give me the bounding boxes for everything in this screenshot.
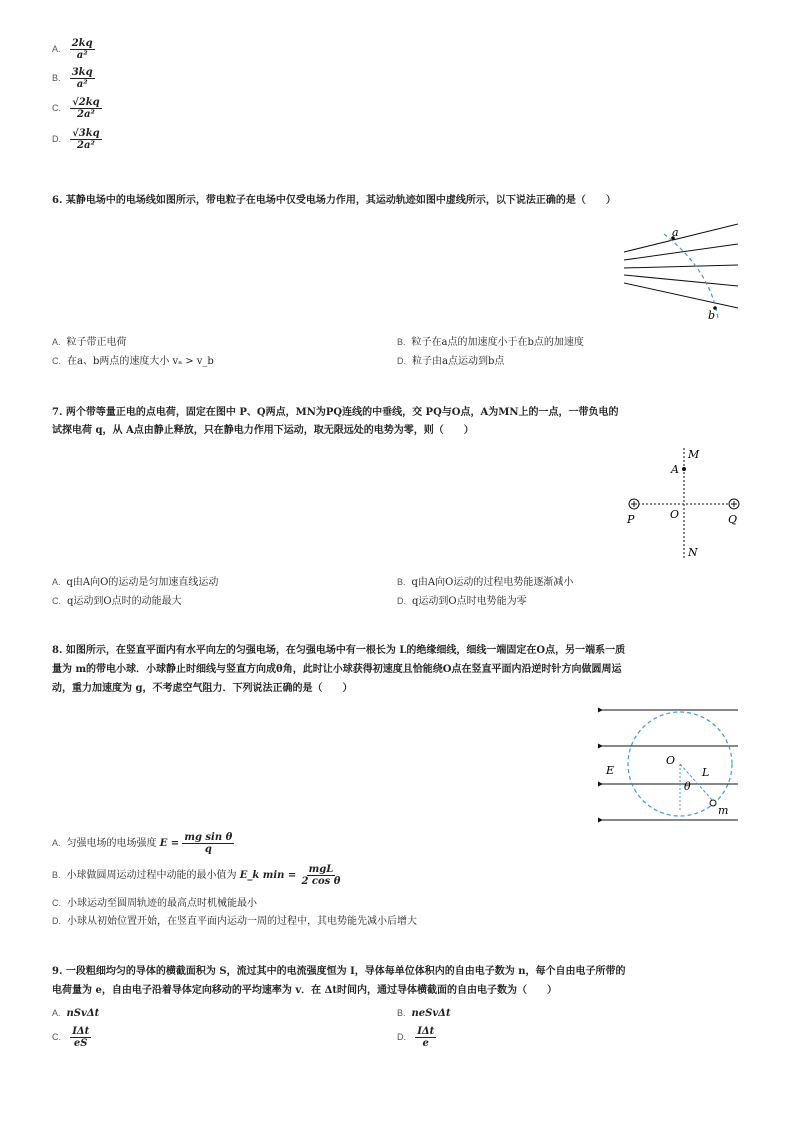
q9-option-c[interactable]: C. $\frac{\text{IΔt}}{eS}$	[52, 1026, 90, 1049]
q8-option-a[interactable]: A. 匀强电场的电场强度 E = $\frac{\text{mg sin θ}}{q}$	[52, 832, 233, 855]
option-label: B.	[52, 73, 61, 83]
q6-option-d[interactable]: D. 粒子由a点运动到b点	[397, 356, 505, 367]
label-m: m	[718, 804, 729, 817]
q6-field-diagram	[620, 220, 744, 324]
q8-option-d[interactable]: D. 小球从初始位置开始，在竖直平面内运动一周的过程中，其电势能先减小后增大	[52, 916, 417, 927]
q9-stem-line2: 电荷量为 e，自由电子沿着导体定向移动的平均速率为 v．在 Δt时间内，通过导体横截面的自由电子数为（ ）	[52, 985, 557, 996]
option-label: A.	[52, 44, 61, 54]
label-q: Q	[728, 513, 738, 526]
q5-option-c[interactable]	[52, 97, 102, 120]
q9-option-a[interactable]: A. nSvΔt	[52, 1008, 100, 1019]
q7-charges-diagram	[620, 444, 744, 564]
option-label: C.	[52, 103, 61, 113]
label-p: P	[627, 513, 635, 526]
q7-option-c[interactable]: C. q运动到O点时的动能最大	[52, 596, 182, 607]
q9-stem-line1: 9. 一段粗细均匀的导体的横截面积为 S，流过其中的电流强度恒为 I，导体每单位体积内的自由电子数为 n，每个自由电子所带的	[52, 966, 626, 977]
fraction: $\frac{2kq}{\text{a²}}$	[71, 38, 93, 61]
q6-option-c[interactable]: C. 在a、b两点的速度大小 vₐ > v_b	[52, 356, 214, 367]
q9-option-d[interactable]: D. $\frac{\text{IΔt}}{e}$	[397, 1026, 435, 1049]
q6-option-b[interactable]: B. 粒子在a点的加速度小于在b点的加速度	[397, 337, 584, 348]
q8-option-c[interactable]: C. 小球运动至圆周轨迹的最高点时机械能最小	[52, 898, 257, 909]
q6-stem: 6. 某静电场中的电场线如图所示，带电粒子在电场中仅受电场力作用，其运动轨迹如图中虚线所示，以下说法正确的是（ ）	[52, 195, 616, 206]
option-label: D.	[52, 134, 61, 144]
q5-option-d[interactable]	[52, 128, 102, 151]
label-o: O	[670, 508, 680, 521]
label-o: O	[666, 754, 676, 767]
fraction: $\frac{\text{IΔt}}{e}$	[417, 1026, 435, 1049]
q9-option-b[interactable]: B. neSvΔt	[397, 1008, 451, 1019]
label-l: L	[702, 766, 710, 779]
q7-option-a[interactable]: A. q由A向O的运动是匀加速直线运动	[52, 577, 219, 588]
fraction: $\frac{√3kq}{\text{2a²}}$	[72, 128, 100, 151]
q7-stem-line1: 7. 两个带等量正电的点电荷，固定在图中 P、Q两点，MN为PQ连线的中垂线，交 PQ与O点，A为MN上的一点，一带负电的	[52, 407, 619, 418]
q7-option-d[interactable]: D. q运动到O点时电势能为零	[397, 596, 527, 607]
q7-option-b[interactable]: B. q由A向O运动的过程电势能逐渐减小	[397, 577, 574, 588]
label-theta: θ	[684, 780, 691, 793]
q5-option-a[interactable]	[52, 38, 95, 61]
label-n: N	[688, 546, 698, 559]
q8-field-diagram	[598, 700, 742, 828]
fraction: $\frac{\text{mg sin θ}}{q}$	[184, 832, 233, 855]
q8-stem-line1: 8. 如图所示，在竖直平面内有水平向左的匀强电场，在匀强电场中有一根长为 L的绝缘细线，细线一端固定在O点，另一端系一质	[52, 645, 626, 656]
label-m: M	[688, 448, 700, 461]
q7-stem-line2: 试探电荷 q，从 A点由静止释放，只在静电力作用下运动，取无限远处的电势为零，则（ ）	[52, 425, 474, 436]
q6-option-a[interactable]: A. 粒子带正电荷	[52, 337, 127, 348]
point-a-label: a	[672, 226, 679, 239]
q8-option-b[interactable]: B. 小球做圆周运动过程中动能的最小值为 E_k min = $\frac{\text{mgL}}{\text{2 cos θ}}$	[52, 864, 341, 887]
label-e: E	[606, 764, 615, 777]
fraction: $\frac{\text{mgL}}{\text{2 cos θ}}$	[301, 864, 341, 887]
fraction: $\frac{\text{IΔt}}{eS}$	[72, 1026, 90, 1049]
fraction: $\frac{3kq}{\text{a²}}$	[71, 67, 93, 90]
label-a: A	[671, 463, 679, 476]
q8-stem-line2: 量为 m的带电小球．小球静止时细线与竖直方向成θ角，此时让小球获得初速度且恰能绕O点在竖直平面内沿逆时针方向做圆周运	[52, 664, 622, 675]
point-b-label: b	[708, 309, 716, 322]
q8-stem-line3: 动，重力加速度为 g，不考虑空气阻力．下列说法正确的是（ ）	[52, 683, 353, 694]
fraction: $\frac{√2kq}{\text{2a²}}$	[72, 97, 100, 120]
q5-option-b[interactable]	[52, 67, 95, 90]
